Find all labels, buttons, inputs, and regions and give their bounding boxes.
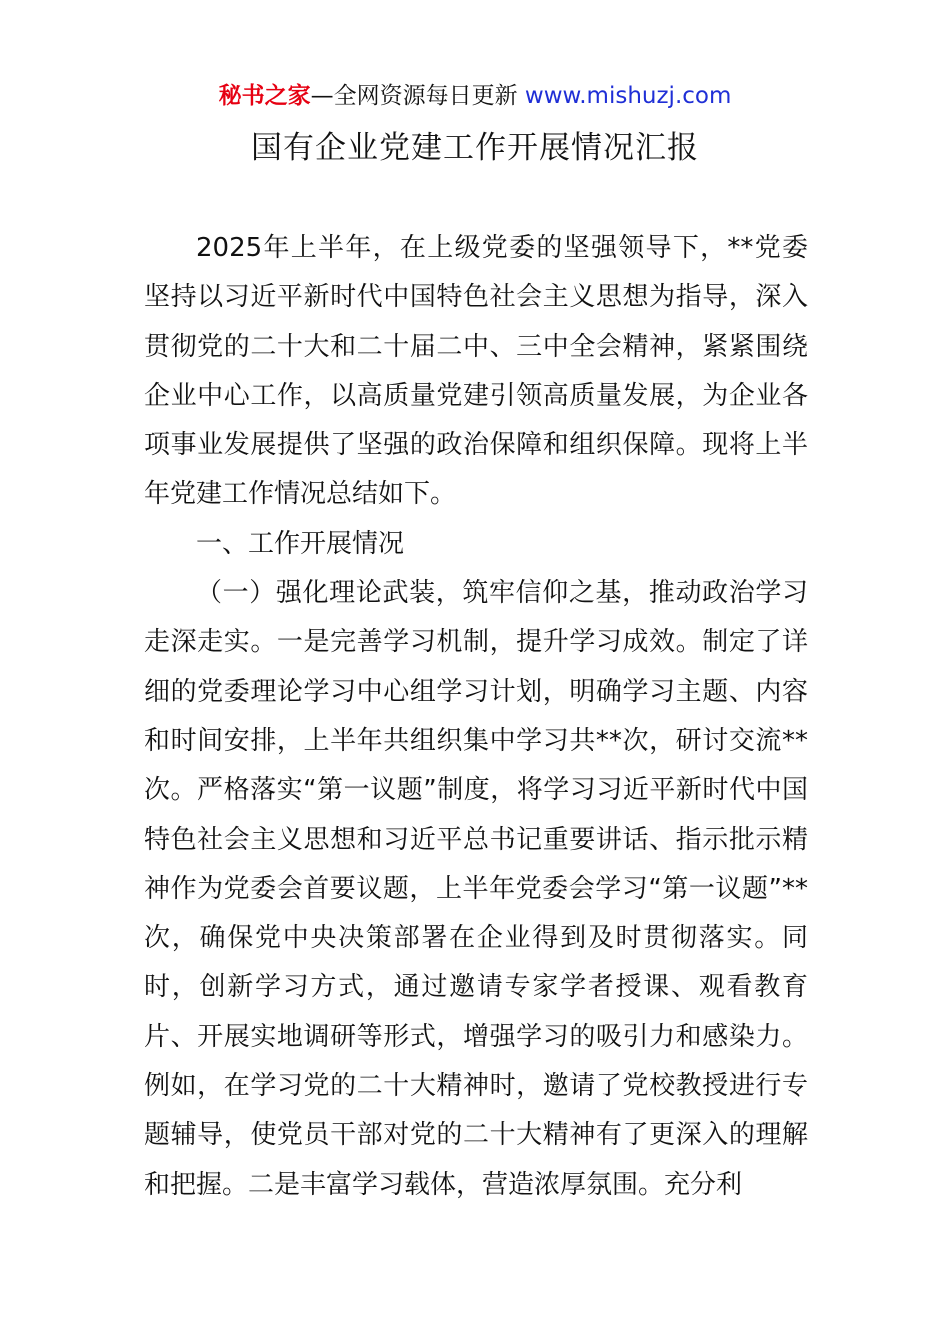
- site-tagline: —全网资源每日更新: [310, 83, 525, 109]
- document-body: [144, 224, 808, 1210]
- site-url-link[interactable]: www.mishuzj.com: [524, 83, 732, 109]
- paragraph-subsection-1: （一）强化理论武装，筑牢信仰之基，推动政治学习走深走实。一是完善学习机制，提升学习成效。制定了详细的党委理论学习中心组学习计划，明确学习主题、内容和时间安排，上半年共组织集中学习共**次，研讨交流**次。严格落实“第一议题”制度，将学习习近平新时代中国特色社会主义思想和习近平总书记重要讲话、指示批示精神作为党委会首要议题，上半年党委会学习“第一议题”**次，确保党中央决策部署在企业得到及时贯彻落实。同时，创新学习方式，通过邀请专家学者授课、观看教育片、开展实地调研等形式，增强学习的吸引力和感染力。例如，在学习党的二十大精神时，邀请了党校教授进行专题辅导，使党员干部对党的二十大精神有了更深入的理解和把握。二是丰富学习载体，营造浓厚氛围。充分利: [144, 578, 808, 1200]
- paragraph-intro: 2025年上半年，在上级党委的坚强领导下，**党委坚持以习近平新时代中国特色社会主义思想为指导，深入贯彻党的二十大和二十届二中、三中全会精神，紧紧围绕企业中心工作，以高质量党建引领高质量发展，为企业各项事业发展提供了坚强的政治保障和组织保障。现将上半年党建工作情况总结如下。: [144, 233, 808, 510]
- site-brand: 秘书之家: [218, 83, 311, 109]
- section-heading-1: 一、工作开展情况: [196, 528, 405, 559]
- document-title: 国有企业党建工作开展情况汇报: [251, 130, 699, 166]
- site-header: [0, 80, 950, 112]
